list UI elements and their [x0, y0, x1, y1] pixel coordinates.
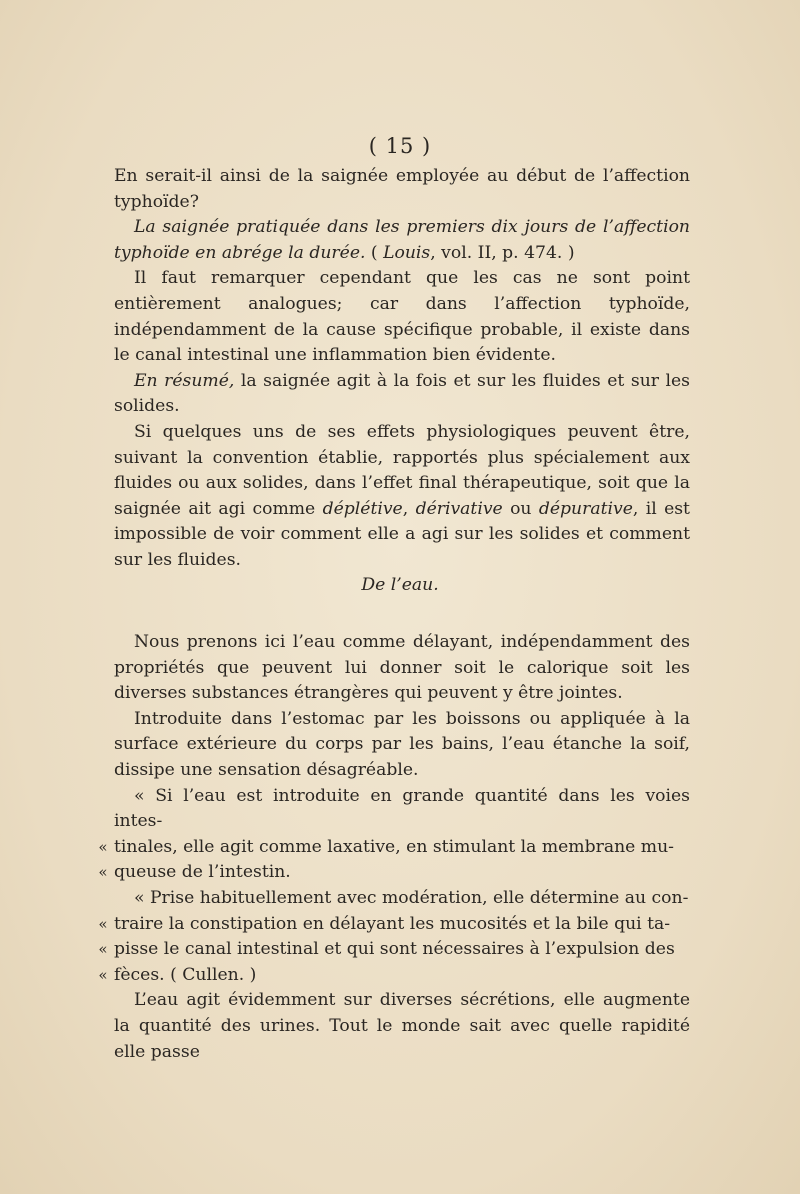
word-derivative: dérivative	[415, 498, 503, 519]
paragraph-remarque: Il faut remarquer cependant que les cas ne sont point entièrement analogues; car dans l’affection typhoïde, indépendamment de la cause spécifique probable, il existe dans le canal intestinal une inflammation bien évidente.	[114, 268, 690, 366]
quote-line: queuse de l’intestin.	[114, 862, 291, 883]
quote-line: tinales, elle agit comme laxative, en stimulant la membrane mu-	[114, 836, 674, 857]
paragraph-louis-quote	[114, 215, 690, 266]
effets-text-c: ou	[502, 498, 539, 519]
quote-line-wrap	[98, 835, 690, 861]
effets-text-b: ,	[402, 498, 416, 519]
ref-author: Louis	[383, 242, 431, 263]
quote-mark: «	[98, 965, 108, 984]
paragraph-delayant: Nous prenons ici l’eau comme délayant, indépendamment des propriétés que peuvent lui donner soit le calorique soit les diverses substances étrangères qui peuvent y être jointes.	[114, 632, 690, 704]
quote-laxative	[98, 784, 690, 886]
text-block-eau	[98, 630, 690, 1065]
quote-line: pisse le canal intestinal et qui sont nécessaires à l’expulsion des	[114, 939, 675, 960]
quote-line-wrap	[98, 963, 690, 989]
page-number: ( 15 )	[368, 134, 432, 158]
quote-line-wrap	[98, 912, 690, 938]
quote-line-wrap	[98, 860, 690, 886]
quote-mark: «	[98, 914, 108, 933]
paragraph-introduite: Introduite dans l’estomac par les boissons ou appliquée à la surface extérieure du corps par les bains, l’eau étanche la soif, dissipe une sensation désagréable.	[114, 708, 690, 780]
paragraph-effets	[114, 420, 690, 574]
effets-text-d: , il est impossible de voir comment elle a agi sur les solides et comment sur les fluides.	[114, 498, 690, 570]
quote-mark: «	[98, 837, 108, 856]
resume-rest: la saignée agit à la fois et sur les fluides et sur les solides.	[114, 370, 690, 417]
paragraph-secretions: L’eau agit évidemment sur diverses sécrétions, elle augmente la quantité des urines. Tout le monde sait avec quelle rapidité elle passe	[114, 990, 690, 1062]
effets-text-a: Si quelques uns de ses effets physiologiques peuvent être, suivant la convention établie, rapportés plus spécialement aux fluides ou aux solides, dans l’effet final thérapeutique, soit que la saignée ait agi comme	[114, 421, 690, 519]
paragraph-question: En serait-il ainsi de la saignée employée au début de l’affection typhoïde?	[114, 166, 690, 212]
word-depurative: dépurative	[538, 498, 633, 519]
quote-line: fèces. ( Cullen. )	[114, 964, 257, 985]
italic-quote: La saignée pratiquée dans les premiers dix jours de l’affection typhoïde en abrége la durée.	[114, 217, 690, 263]
ref-rest: , vol. II, p. 474. )	[430, 242, 575, 263]
paragraph-resume	[114, 369, 690, 420]
quote-line: « Si l’eau est introduite en grande quantité dans les voies intes-	[114, 785, 690, 832]
text-block-saignee	[114, 164, 690, 574]
section-heading: De l’eau.	[361, 575, 439, 595]
quote-mark: «	[98, 863, 108, 882]
ref-open: (	[365, 242, 384, 263]
quote-mark: «	[98, 940, 108, 959]
italic-en-resume: En résumé,	[134, 370, 235, 391]
quote-line: traire la constipation en délayant les mucosités et la bile qui ta-	[114, 913, 671, 934]
quote-line-wrap	[98, 937, 690, 963]
word-depletive: déplétive	[322, 498, 403, 519]
quote-constipation	[98, 886, 690, 988]
quote-line: « Prise habituellement avec modération, elle détermine au con-	[134, 887, 689, 908]
